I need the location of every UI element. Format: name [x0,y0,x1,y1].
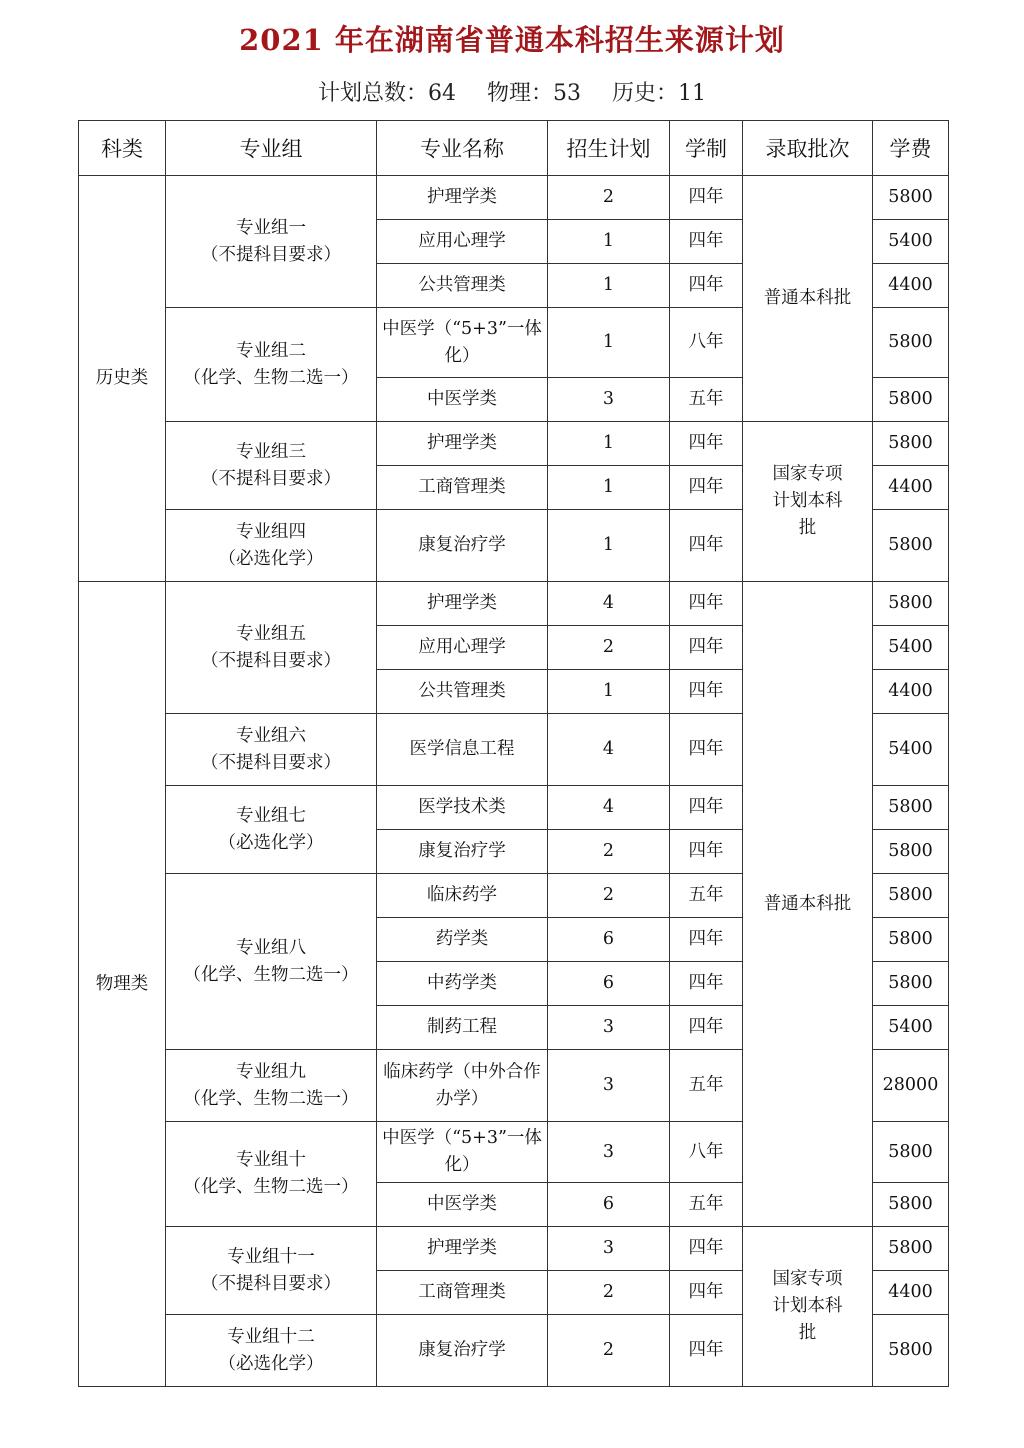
group-cell: 专业组五 （不提科目要求） [166,582,377,714]
fee-cell: 5800 [873,308,949,378]
years-cell: 四年 [670,786,743,830]
group-cell: 专业组八 （化学、生物二选一） [166,874,377,1050]
plan-cell: 1 [548,670,670,714]
major-cell: 中医学（“5+3”一体化） [377,308,548,378]
category-cell: 历史类 [79,176,166,582]
plan-cell: 2 [548,626,670,670]
major-cell: 康复治疗学 [377,830,548,874]
years-cell: 四年 [670,670,743,714]
plan-cell: 3 [548,378,670,422]
fee-cell: 5800 [873,786,949,830]
fee-cell: 5800 [873,378,949,422]
group-cell: 专业组三 （不提科目要求） [166,422,377,510]
header-years: 学制 [670,121,743,176]
major-cell: 工商管理类 [377,1271,548,1315]
years-cell: 五年 [670,1183,743,1227]
plan-cell: 4 [548,582,670,626]
plan-cell: 3 [548,1122,670,1183]
fee-cell: 5800 [873,918,949,962]
header-fee: 学费 [873,121,949,176]
fee-cell: 4400 [873,264,949,308]
plan-cell: 3 [548,1006,670,1050]
major-cell: 医学信息工程 [377,714,548,786]
years-cell: 四年 [670,714,743,786]
table-header-row [79,121,949,176]
years-cell: 五年 [670,874,743,918]
fee-cell: 5800 [873,962,949,1006]
fee-cell: 28000 [873,1050,949,1122]
plan-cell: 2 [548,874,670,918]
years-cell: 四年 [670,626,743,670]
group-cell: 专业组十二 （必选化学） [166,1315,377,1387]
years-cell: 四年 [670,220,743,264]
major-cell: 中医学类 [377,1183,548,1227]
major-cell: 中医学（“5+3”一体化） [377,1122,548,1183]
fee-cell: 5800 [873,1122,949,1183]
years-cell: 五年 [670,1050,743,1122]
major-cell: 护理学类 [377,1227,548,1271]
years-cell: 四年 [670,1006,743,1050]
plan-cell: 2 [548,176,670,220]
group-cell: 专业组九 （化学、生物二选一） [166,1050,377,1122]
fee-cell: 5400 [873,714,949,786]
group-cell: 专业组六 （不提科目要求） [166,714,377,786]
years-cell: 四年 [670,1271,743,1315]
header-group: 专业组 [166,121,377,176]
major-cell: 应用心理学 [377,220,548,264]
plan-summary [0,76,1024,107]
plan-cell: 3 [548,1227,670,1271]
major-cell: 康复治疗学 [377,510,548,582]
major-cell: 康复治疗学 [377,1315,548,1387]
major-cell: 护理学类 [377,176,548,220]
table-row [79,1227,949,1271]
batch-cell: 国家专项计划本科批 [743,422,873,582]
summary-history: 历史：11 [612,81,706,106]
plan-cell: 6 [548,918,670,962]
table-row [79,176,949,220]
plan-cell: 1 [548,264,670,308]
plan-cell: 2 [548,1315,670,1387]
major-cell: 公共管理类 [377,670,548,714]
years-cell: 五年 [670,378,743,422]
major-cell: 制药工程 [377,1006,548,1050]
major-cell: 临床药学（中外合作办学） [377,1050,548,1122]
major-cell: 公共管理类 [377,264,548,308]
fee-cell: 4400 [873,670,949,714]
plan-cell: 1 [548,220,670,264]
years-cell: 四年 [670,466,743,510]
batch-cell: 普通本科批 [743,176,873,422]
fee-cell: 5800 [873,582,949,626]
plan-cell: 1 [548,466,670,510]
group-cell: 专业组二 （化学、生物二选一） [166,308,377,422]
group-cell: 专业组十 （化学、生物二选一） [166,1122,377,1227]
fee-cell: 5400 [873,626,949,670]
years-cell: 八年 [670,1122,743,1183]
header-major: 专业名称 [377,121,548,176]
plan-cell: 1 [548,308,670,378]
major-cell: 药学类 [377,918,548,962]
table-row [79,422,949,466]
fee-cell: 4400 [873,466,949,510]
group-cell: 专业组七 （必选化学） [166,786,377,874]
plan-cell: 4 [548,786,670,830]
fee-cell: 5800 [873,1183,949,1227]
header-category: 科类 [79,121,166,176]
major-cell: 中医学类 [377,378,548,422]
years-cell: 四年 [670,176,743,220]
enrollment-plan-table [78,120,949,1387]
major-cell: 应用心理学 [377,626,548,670]
major-cell: 护理学类 [377,422,548,466]
fee-cell: 5800 [873,1315,949,1387]
batch-cell: 普通本科批 [743,582,873,1227]
plan-cell: 3 [548,1050,670,1122]
summary-total: 计划总数：64 [318,81,456,106]
header-plan: 招生计划 [548,121,670,176]
group-cell: 专业组四 （必选化学） [166,510,377,582]
group-cell: 专业组一 （不提科目要求） [166,176,377,308]
fee-cell: 5800 [873,176,949,220]
fee-cell: 4400 [873,1271,949,1315]
plan-cell: 2 [548,830,670,874]
fee-cell: 5400 [873,1006,949,1050]
plan-cell: 6 [548,1183,670,1227]
batch-cell: 国家专项计划本科批 [743,1227,873,1387]
years-cell: 四年 [670,510,743,582]
years-cell: 四年 [670,918,743,962]
category-cell: 物理类 [79,582,166,1387]
plan-cell: 4 [548,714,670,786]
years-cell: 四年 [670,264,743,308]
years-cell: 四年 [670,962,743,1006]
major-cell: 中药学类 [377,962,548,1006]
major-cell: 医学技术类 [377,786,548,830]
years-cell: 四年 [670,1315,743,1387]
group-cell: 专业组十一 （不提科目要求） [166,1227,377,1315]
major-cell: 工商管理类 [377,466,548,510]
header-batch: 录取批次 [743,121,873,176]
fee-cell: 5800 [873,830,949,874]
table-row [79,582,949,626]
plan-cell: 6 [548,962,670,1006]
plan-cell: 1 [548,510,670,582]
summary-physics: 物理：53 [487,81,581,106]
fee-cell: 5400 [873,220,949,264]
plan-cell: 1 [548,422,670,466]
years-cell: 四年 [670,830,743,874]
fee-cell: 5800 [873,422,949,466]
fee-cell: 5800 [873,1227,949,1271]
page-title: 2021 年在湖南省普通本科招生来源计划 [239,23,785,57]
years-cell: 八年 [670,308,743,378]
plan-cell: 2 [548,1271,670,1315]
fee-cell: 5800 [873,874,949,918]
major-cell: 临床药学 [377,874,548,918]
fee-cell: 5800 [873,510,949,582]
years-cell: 四年 [670,582,743,626]
years-cell: 四年 [670,422,743,466]
major-cell: 护理学类 [377,582,548,626]
years-cell: 四年 [670,1227,743,1271]
